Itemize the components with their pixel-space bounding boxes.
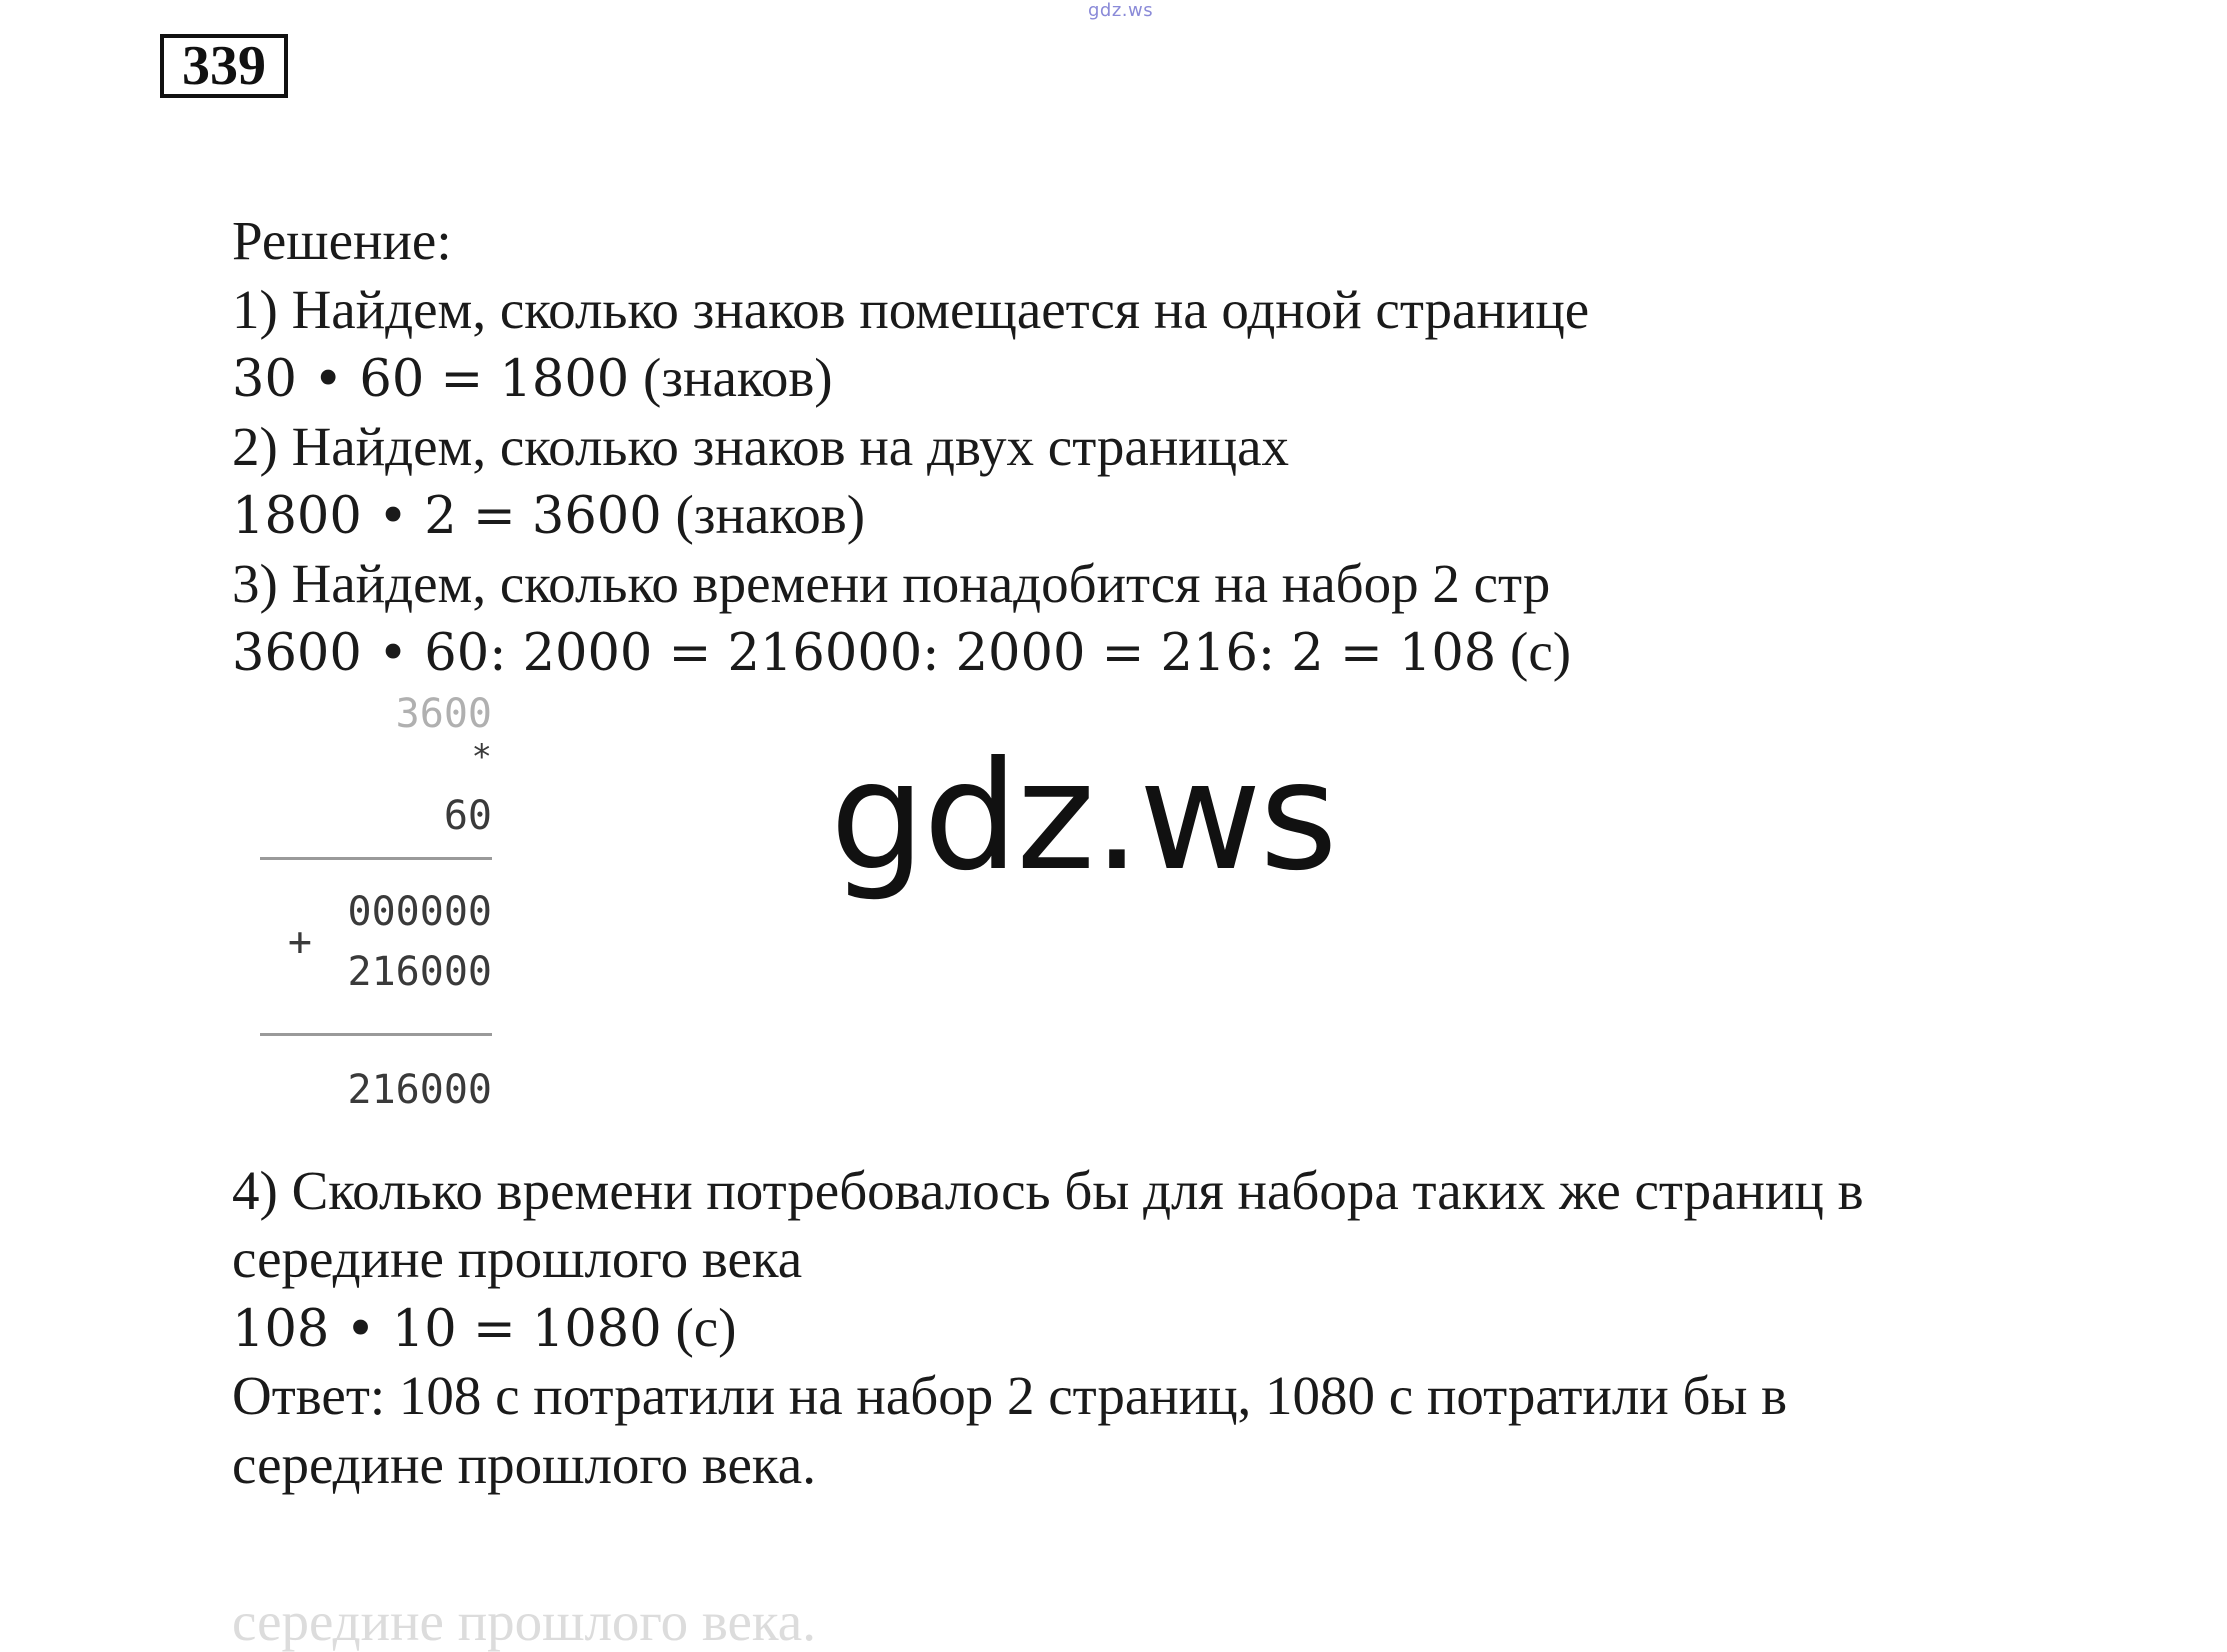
ghost-text-bleed: середине прошлого века. (232, 1591, 816, 1652)
problem-number-box: 339 (160, 34, 288, 98)
plus-operator: + (287, 918, 312, 965)
top-watermark: gdz.ws (1088, 0, 1154, 21)
step-4-text-line-2: середине прошлого века (232, 1228, 803, 1289)
step-4-text-line-1: 4) Сколько времени потребовалось бы для набора таких же страниц в (232, 1159, 1864, 1221)
step-1-unit: (знаков) (643, 347, 833, 408)
step-3-text: 3) Найдем, сколько времени понадобится на набор 2 стр (232, 552, 1551, 614)
step-2-unit: (знаков) (675, 484, 866, 545)
multiplication-rule (260, 857, 492, 860)
step-3-expression: 3600 • 60: 2000 = 216000: 2000 = 216: 2 = 108 (232, 624, 1497, 683)
center-watermark: gdz.ws (830, 730, 1336, 904)
step-4-expression: 108 • 10 = 1080 (232, 1299, 662, 1359)
multiplicand: 3600 (395, 690, 492, 737)
step-3-unit: (с) (1510, 621, 1572, 682)
step-3-calculation (232, 618, 2132, 687)
column-multiplication (232, 687, 492, 1157)
step-4-unit: (с) (675, 1296, 737, 1358)
step-2-calculation (232, 481, 2132, 550)
answer-line-1: Ответ: 108 с потратили на набор 2 страниц, 1080 с потратили бы в (232, 1365, 1788, 1426)
answer-line-2: середине прошлого века. (232, 1433, 816, 1495)
multiplier: 60 (443, 792, 492, 839)
step-2-text: 2) Найдем, сколько знаков на двух страницах (232, 415, 1290, 477)
partial-product-2: 216000 (347, 948, 492, 995)
step-1-text: 1) Найдем, сколько знаков помещается на одной странице (232, 278, 1590, 340)
partial-product-1: 000000 (347, 888, 492, 935)
multiply-operator: * (471, 736, 492, 777)
step-1-expression: 30 • 60 = 1800 (232, 350, 630, 409)
multiplication-result: 216000 (347, 1066, 492, 1113)
step-4-calculation (232, 1294, 2132, 1363)
step-1-calculation (232, 344, 2132, 413)
solution-heading: Решение: (232, 210, 452, 271)
step-2-expression: 1800 • 2 = 3600 (232, 487, 662, 546)
addition-rule (260, 1033, 492, 1036)
